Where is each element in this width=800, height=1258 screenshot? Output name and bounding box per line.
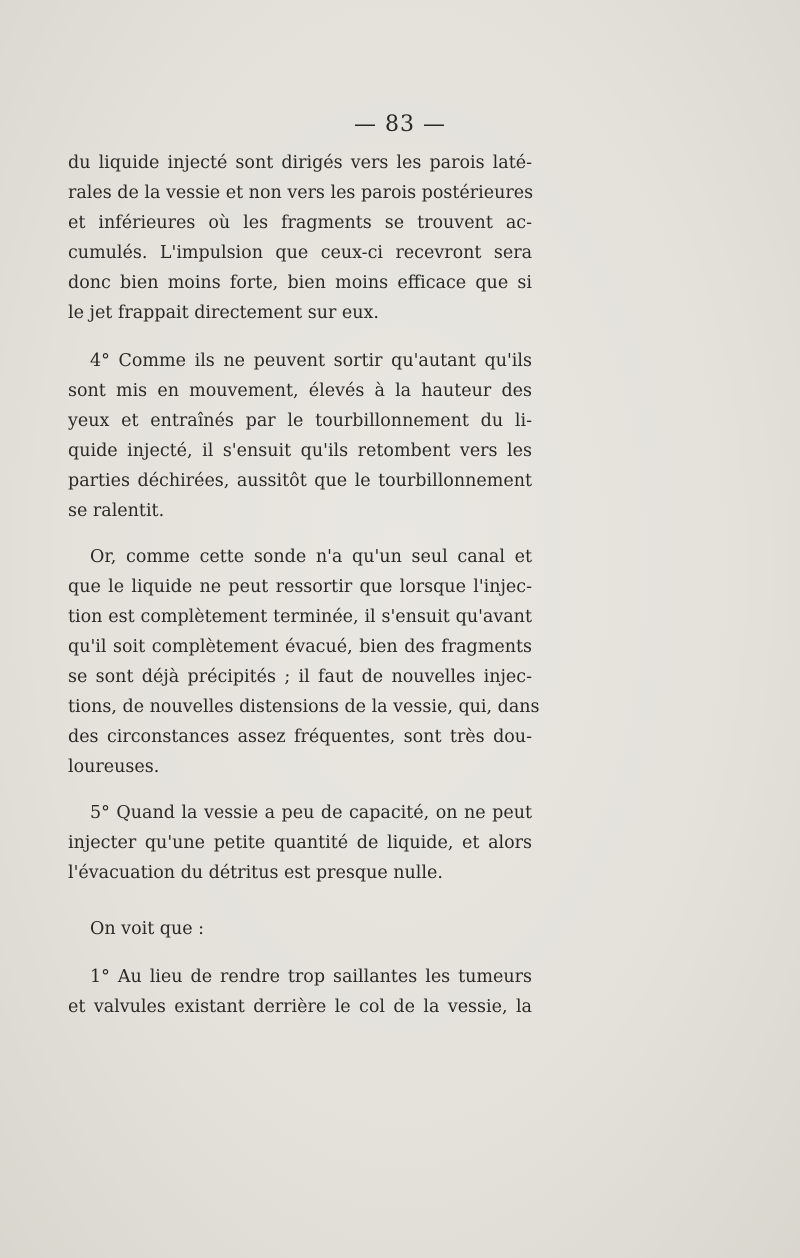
text-line: tion est complètement terminée, il s'ensuit qu'avant [68,607,532,627]
text-line: 1° Au lieu de rendre trop saillantes les tumeurs [90,967,532,987]
paragraph-1 [68,148,532,328]
text-line: qu'il soit complètement évacué, bien des fragments [68,637,532,657]
text-line: yeux et entraînés par le tourbillonnement du li- [68,411,532,431]
paragraph-6 [68,962,532,1022]
text-line: que le liquide ne peut ressortir que lorsque l'injec- [68,577,532,597]
text-line: des circonstances assez fréquentes, sont très dou- [68,727,532,747]
text-line: Or, comme cette sonde n'a qu'un seul canal et [90,547,532,567]
text-line: sont mis en mouvement, élevés à la hauteur des [68,381,532,401]
text-line: injecter qu'une petite quantité de liquide, et alors [68,833,532,853]
paragraph-3 [68,542,540,782]
text-line: l'évacuation du détritus est presque nulle. [68,863,443,883]
paragraph-5 [68,914,532,944]
text-line: donc bien moins forte, bien moins efficace que si [68,273,532,293]
text-line: rales de la vessie et non vers les parois postérieures [68,183,534,203]
text-line: loureuses. [68,757,160,777]
text-line: On voit que : [90,919,205,939]
text-line: 5° Quand la vessie a peu de capacité, on ne peut [90,803,532,823]
paragraph-2 [68,346,532,526]
text-line: et valvules existant derrière le col de la vessie, la [68,997,532,1017]
text-line: et inférieures où les fragments se trouvent ac- [68,213,532,233]
text-line: cumulés. L'impulsion que ceux-ci recevront sera [68,243,532,263]
text-line: du liquide injecté sont dirigés vers les parois laté- [68,153,532,173]
paragraph-4 [68,798,532,888]
page-number: — 83 — [354,112,446,137]
text-line: se ralentit. [68,501,165,521]
text-line: quide injecté, il s'ensuit qu'ils retombent vers les [68,441,532,461]
text-line: parties déchirées, aussitôt que le tourbillonnement [68,471,532,491]
text-line: se sont déjà précipités ; il faut de nouvelles injec- [68,667,532,687]
text-line: tions, de nouvelles distensions de la vessie, qui, dans [68,697,540,717]
text-line: 4° Comme ils ne peuvent sortir qu'autant qu'ils [90,351,532,371]
text-line: le jet frappait directement sur eux. [68,303,379,323]
